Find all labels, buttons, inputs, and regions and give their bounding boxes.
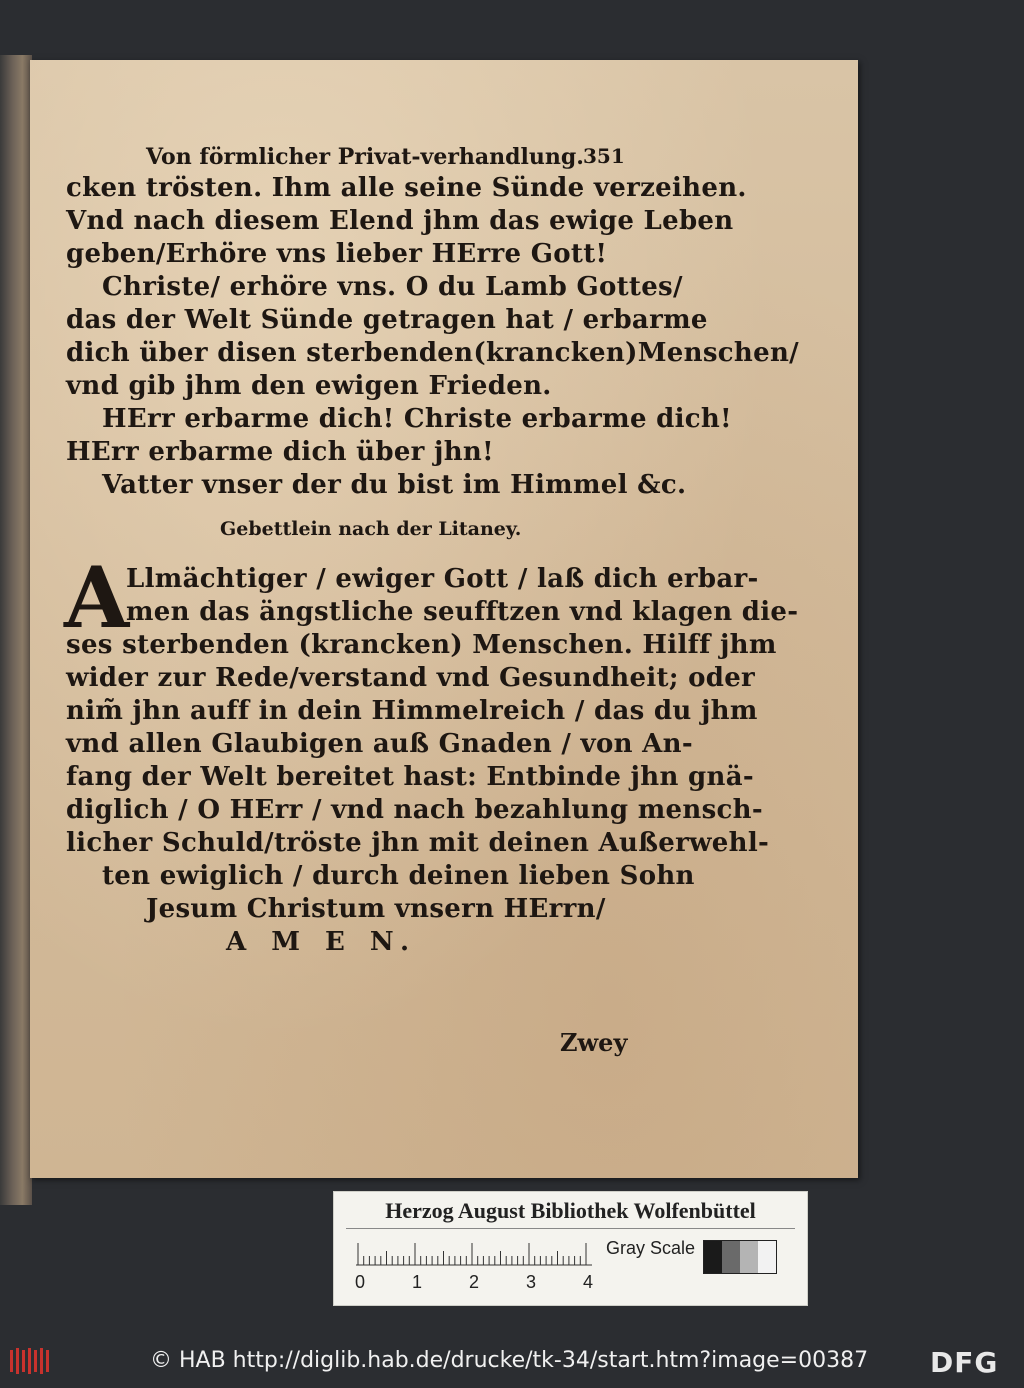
gray-swatch: [722, 1241, 740, 1273]
hab-logo-icon: [8, 1346, 54, 1376]
gray-swatch: [704, 1241, 722, 1273]
prayer-line: Jesum Christum vnsern HErrn/: [146, 894, 606, 924]
ruler-label: 2: [469, 1272, 480, 1292]
book-edge: [0, 55, 32, 1205]
prayer-amen: A M E N.: [226, 927, 418, 957]
running-header: Von förmlicher Privat-verhandlung.: [146, 144, 584, 170]
viewer-footer: [0, 1338, 1024, 1388]
ruler-label: 0: [355, 1272, 366, 1292]
prayer-line: Llmächtiger / ewiger Gott / laß dich erbar-: [126, 564, 759, 594]
gray-swatch: [758, 1241, 776, 1273]
gray-scale-swatches: [703, 1240, 777, 1274]
prayer-line: fang der Welt bereitet hast: Entbinde jhn gnä-: [66, 762, 754, 792]
drop-cap: A: [64, 548, 130, 647]
body-line: Vnd nach diesem Elend jhm das ewige Leben: [66, 206, 734, 236]
prayer-line: diglich / O HErr / vnd nach bezahlung mensch-: [66, 795, 763, 825]
card-divider: [346, 1228, 795, 1229]
body-line: Christe/ erhöre vns. O du Lamb Gottes/: [102, 272, 683, 302]
gray-scale-label: Gray Scale: [606, 1238, 696, 1258]
body-line: geben/Erhöre vns lieber HErre Gott!: [66, 239, 608, 269]
body-line: vnd gib jhm den ewigen Frieden.: [66, 371, 552, 401]
prayer-line: vnd allen Glaubigen auß Gnaden / von An-: [66, 729, 693, 759]
page-number: 351: [583, 144, 625, 168]
ruler-label: 1: [412, 1272, 423, 1292]
prayer-line: ten ewiglich / durch deinen lieben Sohn: [102, 861, 695, 891]
body-line: dich über disen sterbenden(krancken)Menschen/: [66, 338, 799, 368]
body-line: HErr erbarme dich über jhn!: [66, 437, 494, 467]
body-line: cken trösten. Ihm alle seine Sünde verzeihen.: [66, 173, 747, 203]
prayer-line: ses sterbenden (krancken) Menschen. Hilff jhm: [66, 630, 777, 660]
body-line: das der Welt Sünde getragen hat / erbarme: [66, 305, 708, 335]
ruler-label: 3: [526, 1272, 537, 1292]
ruler-label: 4: [583, 1272, 594, 1292]
body-line: HErr erbarme dich! Christe erbarme dich!: [102, 404, 732, 434]
color-calibration-card: [333, 1191, 808, 1306]
catchword: Zwey: [560, 1028, 628, 1057]
body-line: Vatter vnser der du bist im Himmel &c.: [102, 470, 687, 500]
prayer-line: nim̃ jhn auff in dein Himmelreich / das du jhm: [66, 696, 758, 726]
ruler-scale-icon: [356, 1242, 592, 1266]
prayer-line: wider zur Rede/verstand vnd Gesundheit; oder: [66, 663, 756, 693]
copyright-link[interactable]: © HAB http://diglib.hab.de/drucke/tk-34/start.htm?image=00387: [150, 1348, 869, 1373]
dfg-logo: DFG: [930, 1346, 999, 1379]
gray-swatch: [740, 1241, 758, 1273]
prayer-line: men das ängstliche seufftzen vnd klagen die-: [126, 597, 799, 627]
section-subheading: Gebettlein nach der Litaney.: [220, 518, 522, 540]
prayer-line: licher Schuld/tröste jhn mit deinen Außerwehl-: [66, 828, 770, 858]
card-title: Herzog August Bibliothek Wolfenbüttel: [385, 1198, 756, 1223]
scanned-page: [30, 60, 858, 1178]
